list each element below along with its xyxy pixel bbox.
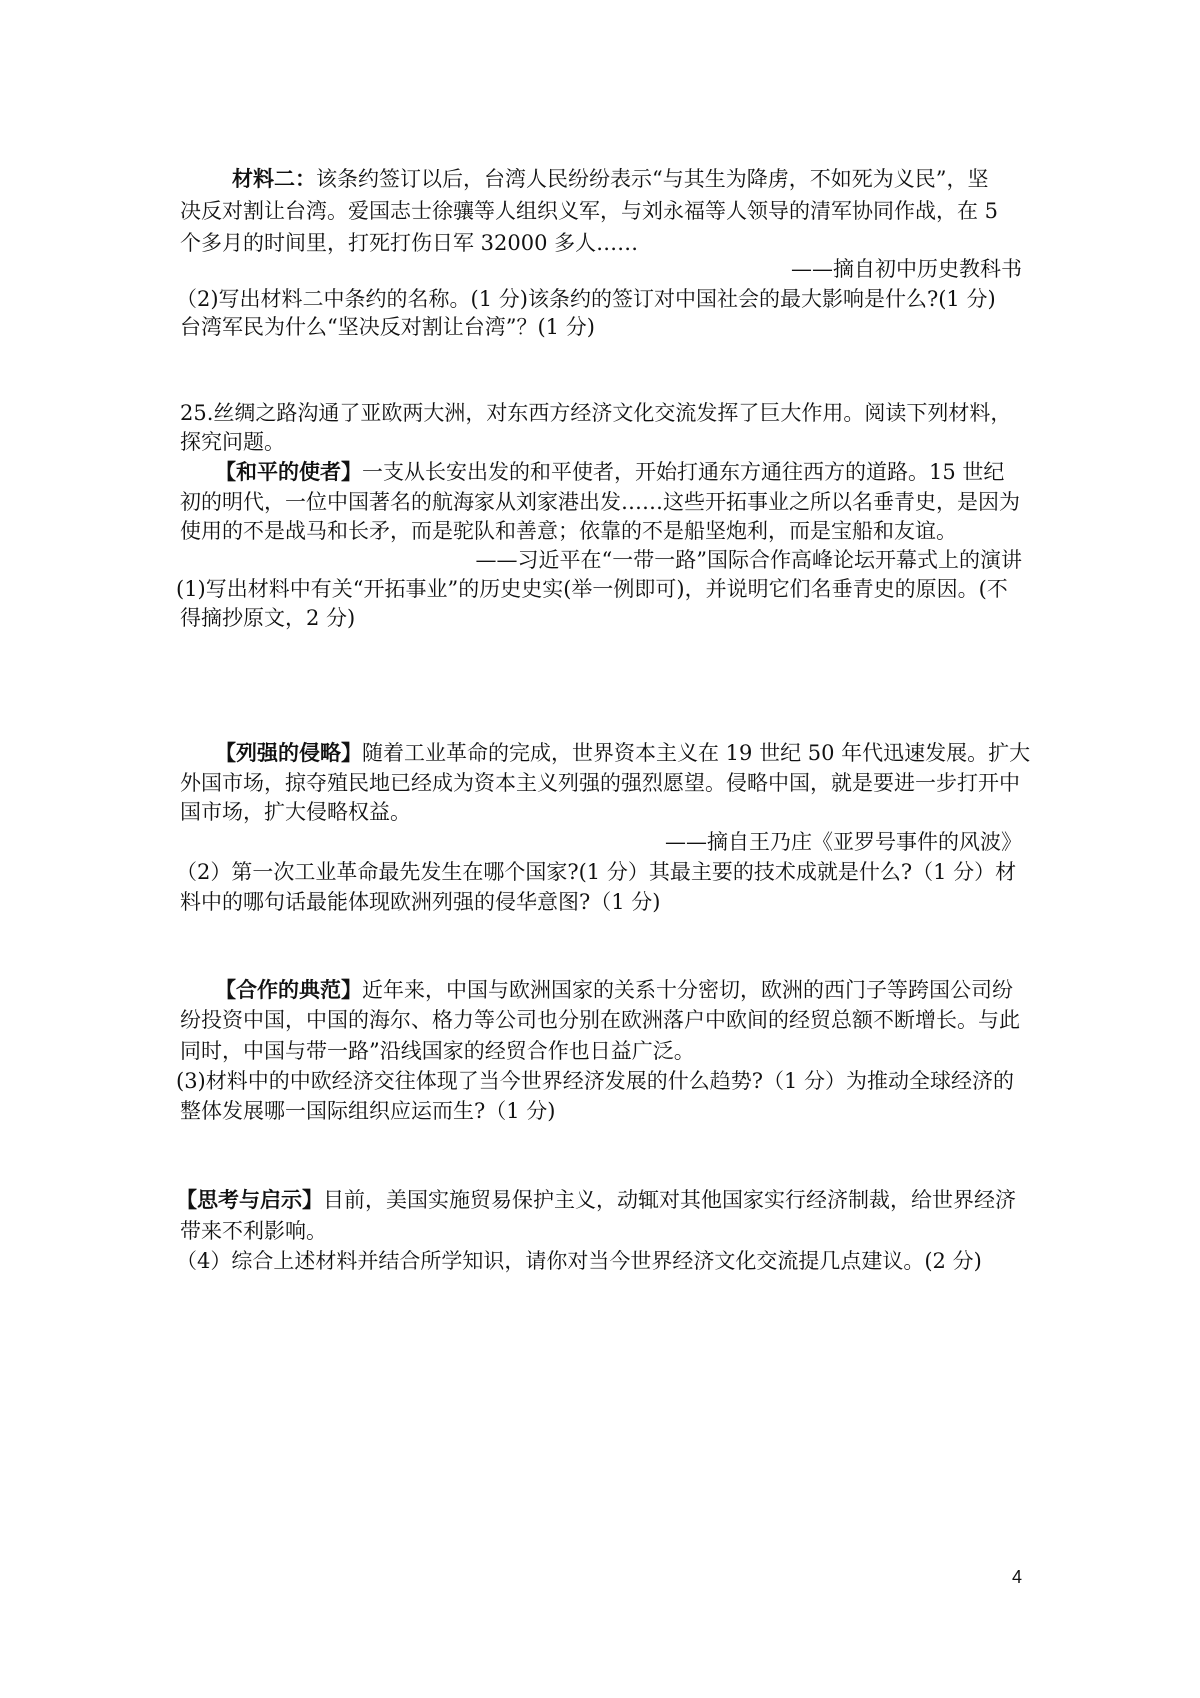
q25-intro-line2: 探究问题。 — [180, 430, 285, 454]
reflection-question-line1: （4）综合上述材料并结合所学知识，请你对当今世界经济文化交流提几点建议。(2 分) — [176, 1249, 982, 1273]
peace-line3: 使用的不是战马和长矛，而是驼队和善意；依靠的不是船坚炮利，而是宝船和友谊。 — [180, 519, 957, 543]
peace-line1 — [215, 457, 1004, 487]
q25-intro-line1: 25.丝绸之路沟通了亚欧两大洲，对东西方经济文化交流发挥了巨大作用。阅读下列材料， — [180, 401, 1012, 425]
cooperation-line1 — [215, 975, 1013, 1005]
reflection-text-line1: 目前，美国实施贸易保护主义，动辄对其他国家实行经济制裁，给世界经济 — [323, 1188, 1016, 1212]
peace-line2: 初的明代，一位中国著名的航海家从刘家港出发……这些开拓事业之所以名垂青史，是因为 — [180, 490, 1020, 514]
reflection-line2: 带来不利影响。 — [180, 1219, 327, 1243]
invasion-text-line1: 随着工业革命的完成，世界资本主义在 19 世纪 50 年代迅速发展。扩大 — [362, 741, 1031, 765]
invasion-line3: 国市场，扩大侵略权益。 — [180, 800, 411, 824]
material2-line3: 个多月的时间里，打死打伤日军 32000 多人…… — [180, 231, 639, 255]
invasion-line1 — [215, 738, 1030, 768]
invasion-source: ——摘自王乃庄《亚罗号事件的风波》 — [665, 830, 1022, 854]
page-number: 4 — [1011, 1567, 1022, 1587]
cooperation-line2: 纷投资中国，中国的海尔、格力等公司也分别在欧洲落户中欧间的经贸总额不断增长。与此 — [180, 1008, 1020, 1032]
invasion-question-line2: 料中的哪句话最能体现欧洲列强的侵华意图?（1 分) — [180, 890, 661, 914]
reflection-line1 — [176, 1185, 1016, 1215]
peace-question-line1: (1)写出材料中有关“开拓事业”的历史史实(举一例即可)，并说明它们名垂青史的原因。(不 — [176, 577, 1008, 601]
material2-source: ——摘自初中历史教科书 — [791, 257, 1022, 281]
peace-text-line1: 一支从长安出发的和平使者，开始打通东方通往西方的道路。15 世纪 — [362, 460, 1005, 484]
material2-text-line1: 该条约签订以后，台湾人民纷纷表示“与其生为降虏，不如死为义民”，坚 — [316, 167, 989, 191]
cooperation-line3: 同时，中国与带一路”沿线国家的经贸合作也日益广泛。 — [180, 1039, 695, 1063]
peace-label: 【和平的使者】 — [215, 460, 362, 484]
reflection-label: 【思考与启示】 — [176, 1188, 323, 1212]
cooperation-question-line2: 整体发展哪一国际组织应运而生?（1 分) — [180, 1099, 556, 1123]
invasion-question-line1: （2）第一次工业革命最先发生在哪个国家?(1 分）其最主要的技术成就是什么?（1 分）材 — [176, 860, 1017, 884]
cooperation-text-line1: 近年来，中国与欧洲国家的关系十分密切，欧洲的西门子等跨国公司纷 — [362, 978, 1013, 1002]
peace-question-line2: 得摘抄原文，2 分) — [180, 606, 356, 630]
peace-source: ——习近平在“一带一路”国际合作高峰论坛开幕式上的演讲 — [475, 548, 1022, 572]
material2-line1 — [232, 164, 988, 194]
material2-label: 材料二： — [232, 167, 316, 191]
invasion-label: 【列强的侵略】 — [215, 741, 362, 765]
cooperation-label: 【合作的典范】 — [215, 978, 362, 1002]
cooperation-question-line1: (3)材料中的中欧经济交往体现了当今世界经济发展的什么趋势?（1 分）为推动全球经济的 — [176, 1069, 1015, 1093]
invasion-line2: 外国市场，掠夺殖民地已经成为资本主义列强的强烈愿望。侵略中国，就是要进一步打开中 — [180, 771, 1020, 795]
q24-2-line1: （2)写出材料二中条约的名称。(1 分)该条约的签订对中国社会的最大影响是什么?(1 分) — [176, 287, 996, 311]
q24-2-line2: 台湾军民为什么“坚决反对割让台湾”？(1 分) — [180, 315, 595, 339]
material2-line2: 决反对割让台湾。爱国志士徐骧等人组织义军，与刘永福等人领导的清军协同作战，在 5 — [180, 199, 999, 223]
